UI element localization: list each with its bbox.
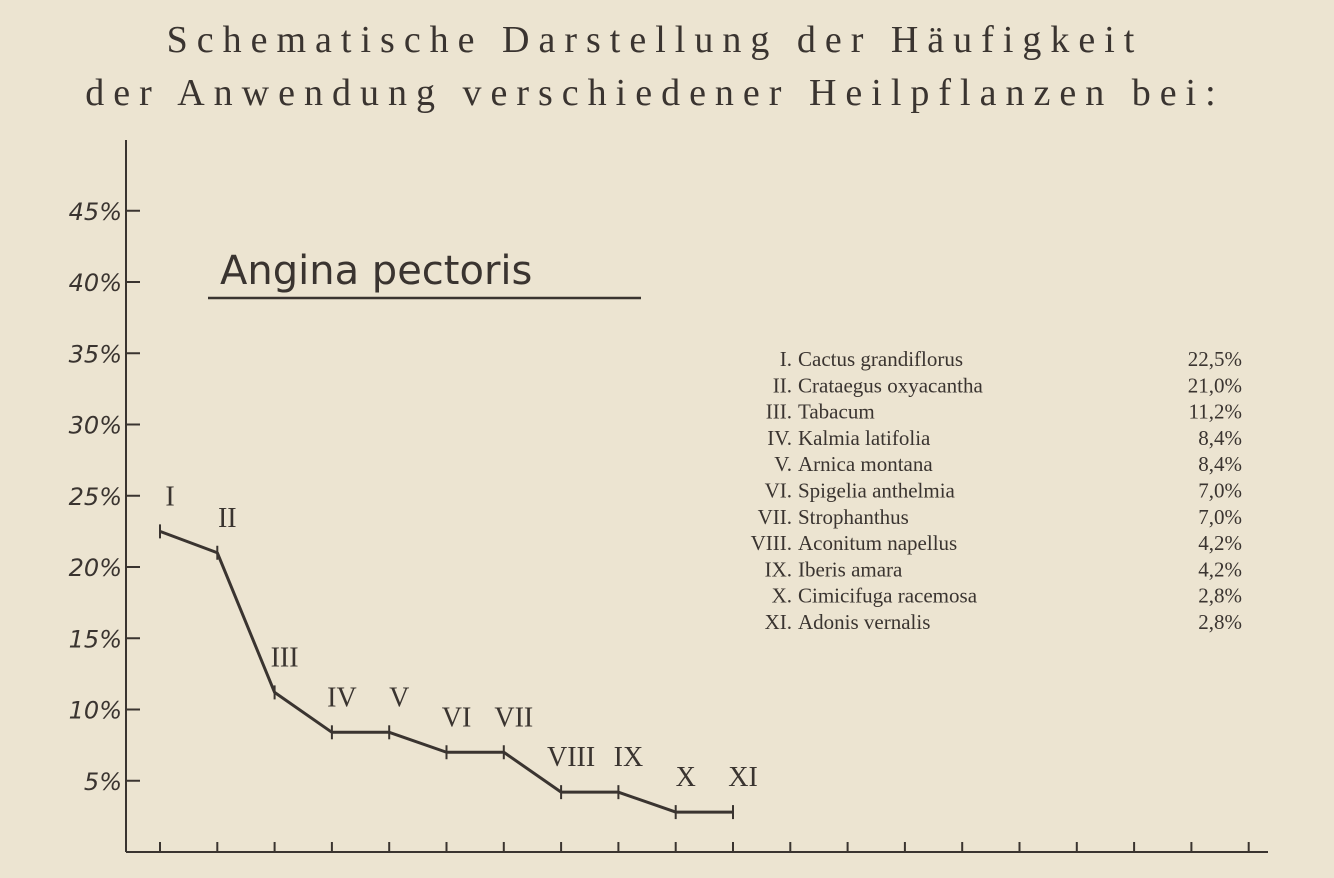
legend-plant-name: Strophanthus	[798, 504, 909, 529]
y-tick-label: 25%	[68, 482, 122, 511]
y-tick-label: 45%	[68, 197, 122, 226]
legend-value: 4,2%	[1198, 557, 1242, 582]
chart-title-line2: der Anwendung verschiedener Heilpflanzen bei:	[85, 72, 1225, 114]
y-axis-ticks	[69, 198, 140, 796]
legend-plant-name: Cactus grandiflorus	[798, 347, 964, 371]
data-point-label: IV	[327, 682, 357, 714]
data-point-label: IX	[613, 742, 644, 774]
legend-numeral: VI.	[764, 478, 792, 503]
legend-plant-name: Adonis vernalis	[798, 610, 931, 634]
legend-value: 4,2%	[1198, 531, 1242, 556]
legend-value: 11,2%	[1188, 399, 1242, 424]
y-tick-label: 30%	[68, 411, 122, 440]
data-point-label: III	[270, 642, 299, 674]
y-tick-label: 35%	[68, 340, 122, 369]
y-tick-label: 5%	[83, 767, 122, 796]
legend-plant-name: Tabacum	[798, 399, 875, 424]
data-point-label: VII	[494, 702, 534, 734]
legend-value: 2,8%	[1198, 610, 1242, 634]
legend-numeral: X.	[771, 583, 792, 608]
legend-value: 2,8%	[1198, 583, 1242, 608]
series-line-group	[160, 524, 733, 819]
legend-numeral: VIII.	[750, 531, 792, 556]
legend-plant-name: Kalmia latifolia	[798, 425, 931, 450]
legend-plant-name: Cimicifuga racemosa	[798, 583, 978, 608]
data-point-label: VI	[441, 702, 472, 734]
legend-plant-name: Iberis amara	[798, 557, 903, 582]
axes	[126, 140, 1268, 852]
legend-plant-name: Crataegus oxyacantha	[798, 373, 983, 398]
chart-subtitle: Angina pectoris	[220, 248, 533, 294]
legend-numeral: I.	[779, 347, 792, 371]
data-point-label: V	[389, 682, 410, 714]
y-tick-label: 20%	[68, 554, 122, 582]
legend-numeral: XI.	[764, 610, 792, 634]
legend-numeral: V.	[774, 452, 792, 477]
legend	[751, 347, 1242, 634]
legend-value: 22,5%	[1187, 347, 1242, 371]
chart-title-line1: Schematische Darstellung der Häufigkeit	[166, 19, 1144, 61]
legend-numeral: III.	[765, 399, 792, 424]
legend-value: 8,4%	[1198, 425, 1242, 450]
data-point-label: X	[675, 762, 696, 794]
legend-value: 7,0%	[1198, 504, 1242, 529]
legend-numeral: IV.	[767, 425, 792, 450]
point-labels	[165, 481, 757, 793]
legend-value: 21,0%	[1187, 373, 1242, 398]
data-point-label: I	[165, 481, 175, 513]
legend-numeral: II.	[772, 373, 792, 398]
legend-value: 7,0%	[1198, 478, 1242, 503]
y-tick-label: 15%	[68, 625, 122, 654]
legend-numeral: VII.	[757, 504, 792, 529]
series-line	[160, 531, 733, 812]
legend-plant-name: Arnica montana	[798, 452, 933, 477]
y-tick-label: 40%	[68, 269, 122, 297]
legend-numeral: IX.	[764, 557, 792, 582]
x-axis-ticks	[160, 842, 1249, 852]
legend-plant-name: Spigelia anthelmia	[798, 478, 955, 503]
legend-plant-name: Aconitum napellus	[798, 531, 958, 556]
y-tick-label: 10%	[68, 696, 122, 725]
data-point-label: VIII	[546, 742, 596, 774]
data-point-label: II	[217, 502, 237, 534]
data-point-label: XI	[728, 762, 758, 794]
legend-value: 8,4%	[1198, 452, 1242, 477]
